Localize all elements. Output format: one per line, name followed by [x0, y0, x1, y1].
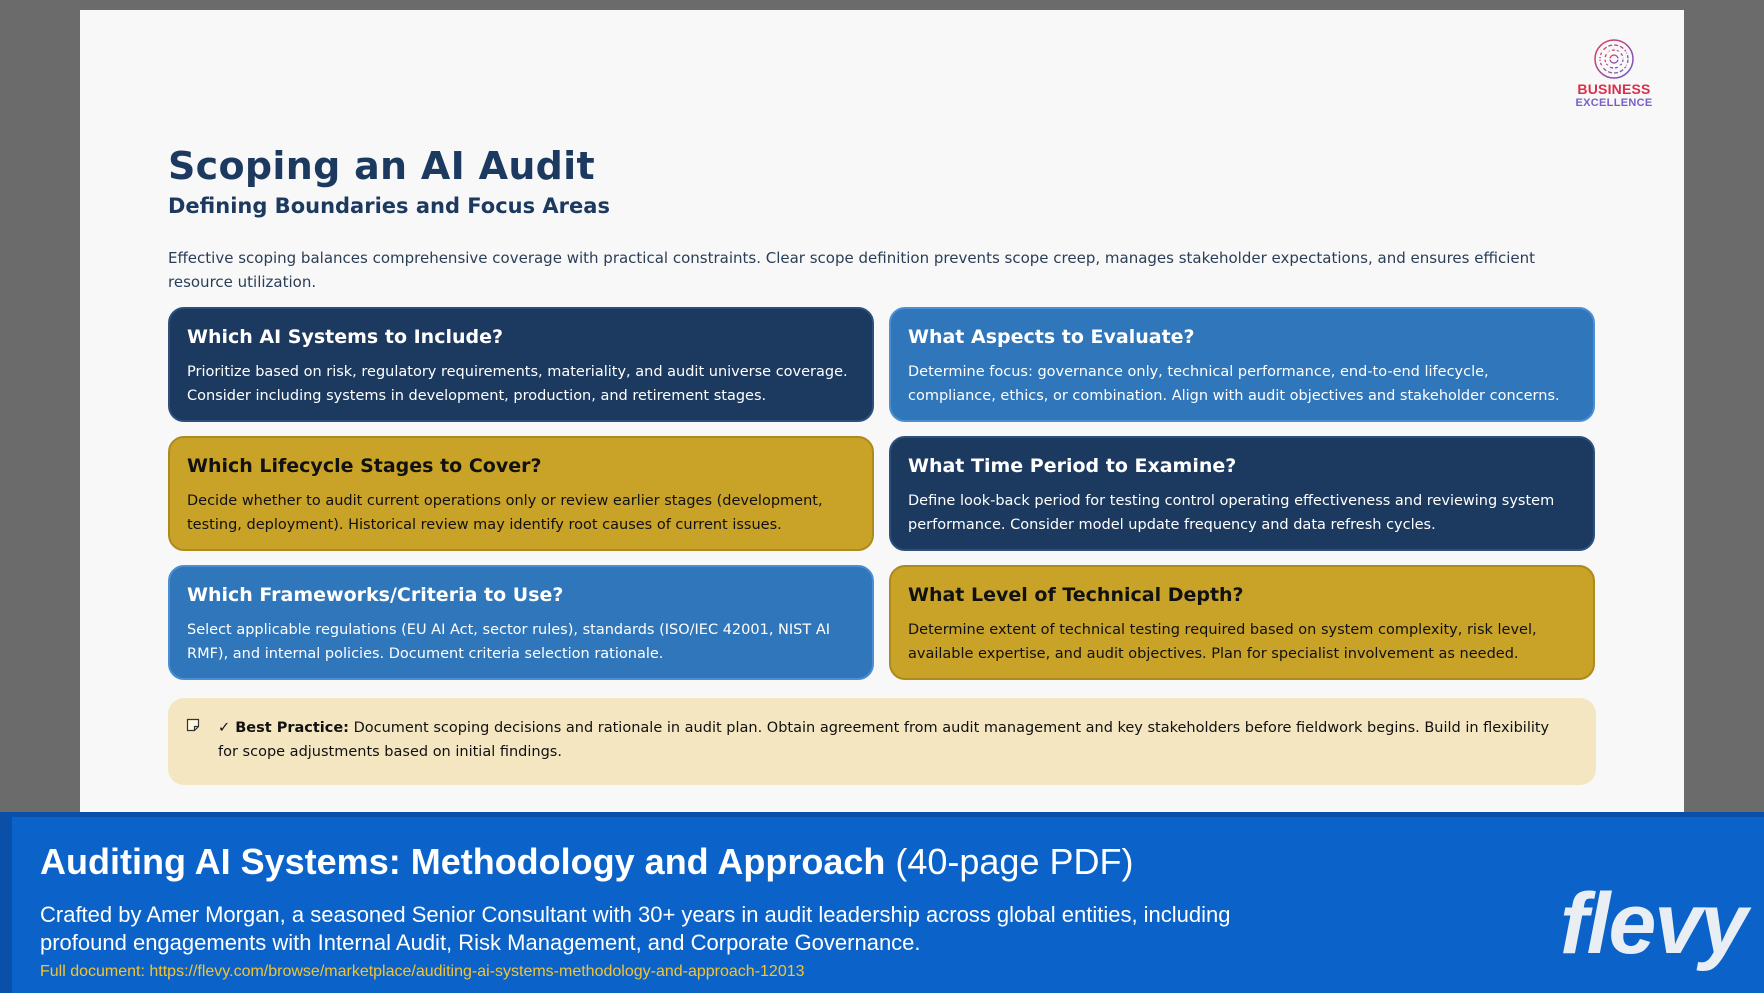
card-body: Decide whether to audit current operations only or review earlier stages (development, testing, deployment). Historical review may identify root causes of current issues.: [187, 493, 823, 533]
page-subtitle: Defining Boundaries and Focus Areas: [168, 194, 610, 218]
best-practice-text: Document scoping decisions and rationale in audit plan. Obtain agreement from audit management and key stakeholders before fieldwork begins. Build in flexibility for scope adjustments based on initial findings.: [218, 720, 1550, 760]
best-practice-callout: [168, 698, 1596, 785]
fingerprint-globe-icon: [1593, 38, 1635, 80]
document-banner: [0, 812, 1764, 993]
page-title: Scoping an AI Audit: [168, 144, 595, 188]
card-title: Which Frameworks/Criteria to Use?: [187, 584, 564, 606]
slide: [80, 10, 1684, 812]
banner-title-pages: (40-page PDF): [885, 841, 1134, 882]
banner-title: [40, 841, 1133, 883]
card-body: Determine extent of technical testing required based on system complexity, risk level, available expertise, and audit objectives. Plan for specialist involvement as needed.: [908, 622, 1537, 662]
card-body: Define look-back period for testing control operating effectiveness and reviewing system performance. Consider model update frequency and data refresh cycles.: [908, 493, 1555, 533]
card-title: Which Lifecycle Stages to Cover?: [187, 455, 542, 477]
card-technical-depth: [889, 565, 1595, 680]
card-time-period: [889, 436, 1595, 551]
banner-description: Crafted by Amer Morgan, a seasoned Senior Consultant with 30+ years in audit leadership across global entities, including profound engagements with Internal Audit, Risk Management, and Corporate Governance.: [40, 902, 1231, 955]
card-lifecycle-stages: [168, 436, 874, 551]
business-excellence-logo: [1574, 38, 1654, 109]
note-icon: [186, 718, 200, 732]
flevy-logo: flevy: [1559, 876, 1746, 972]
logo-text-excellence: EXCELLENCE: [1575, 97, 1653, 109]
card-ai-systems: [168, 307, 874, 422]
card-frameworks: [168, 565, 874, 680]
card-body: Prioritize based on risk, regulatory requirements, materiality, and audit universe coverage. Consider including systems in development, production, and retirement stages.: [187, 364, 848, 404]
intro-paragraph: Effective scoping balances comprehensive coverage with practical constraints. Clear scope definition prevents scope creep, manages stakeholder expectations, and ensures efficient resource utilization.: [168, 249, 1535, 291]
banner-title-main: Auditing AI Systems: Methodology and Approach: [40, 841, 886, 882]
best-practice-label: ✓ Best Practice:: [218, 720, 349, 736]
card-body: Determine focus: governance only, technical performance, end-to-end lifecycle, compliance, ethics, or combination. Align with audit objectives and stakeholder concerns.: [908, 364, 1560, 404]
card-title: What Level of Technical Depth?: [908, 584, 1244, 606]
card-title: What Aspects to Evaluate?: [908, 326, 1195, 348]
logo-text-business: BUSINESS: [1577, 81, 1651, 97]
card-title: What Time Period to Examine?: [908, 455, 1237, 477]
card-title: Which AI Systems to Include?: [187, 326, 504, 348]
card-aspects: [889, 307, 1595, 422]
card-body: Select applicable regulations (EU AI Act, sector rules), standards (ISO/IEC 42001, NIST AI RMF), and internal policies. Document criteria selection rationale.: [187, 622, 831, 662]
full-document-link[interactable]: Full document: https://flevy.com/browse/marketplace/auditing-ai-systems-methodology-and-approach-12013: [40, 963, 805, 980]
